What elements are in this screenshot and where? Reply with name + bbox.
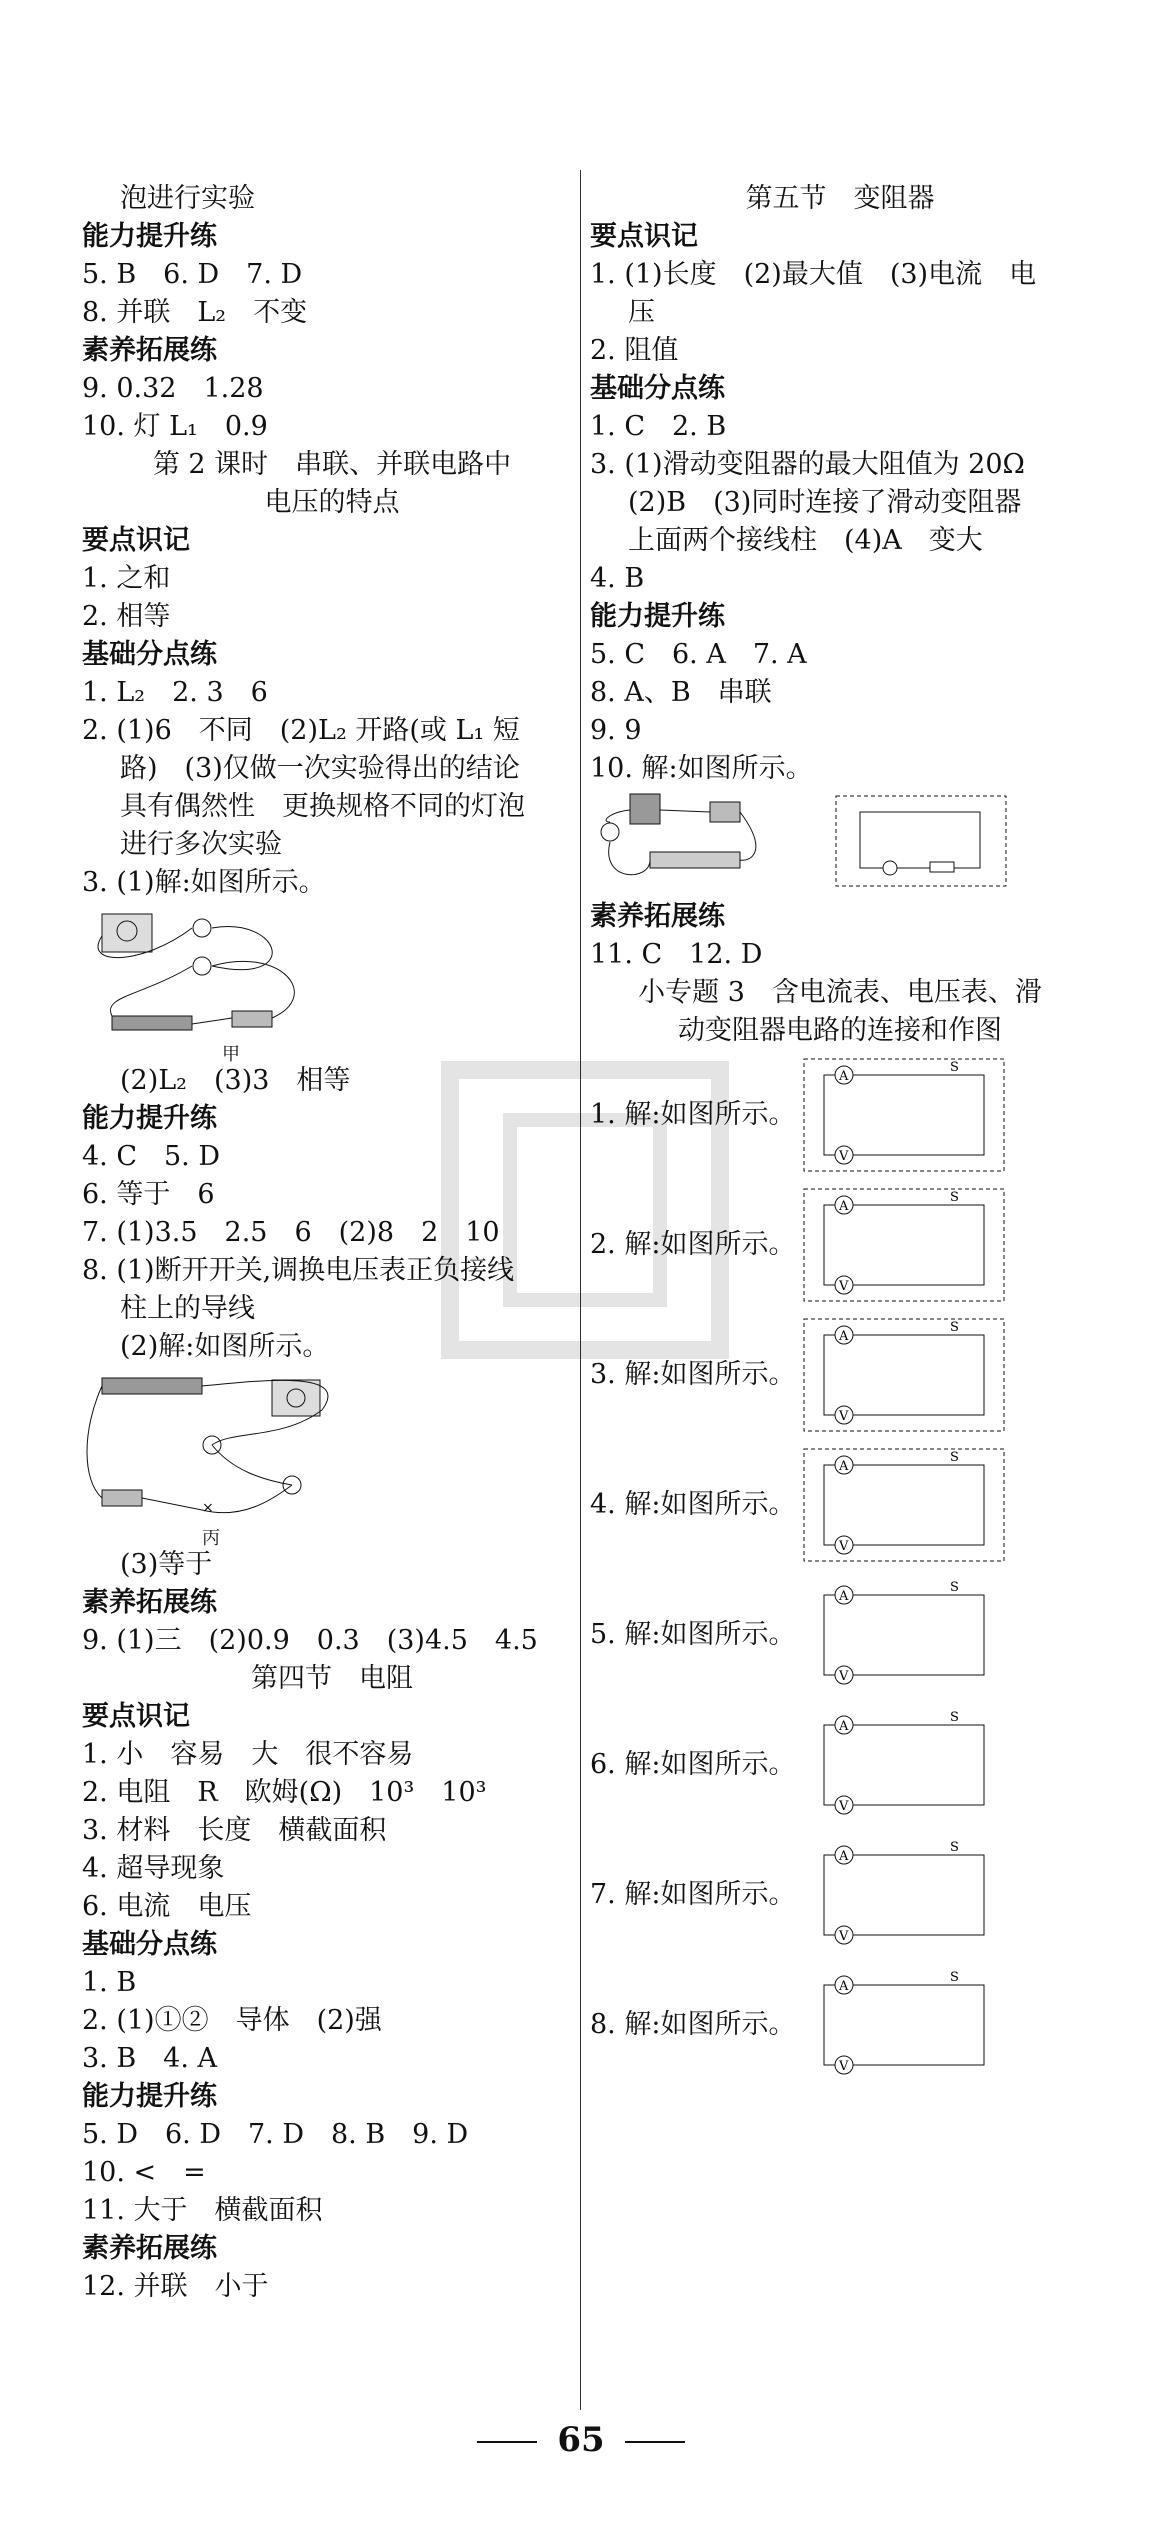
switch-label: S bbox=[950, 1190, 959, 1205]
diagram-frame bbox=[804, 1319, 1004, 1431]
ammeter-symbol-label: A bbox=[839, 1199, 849, 1214]
voltmeter-symbol-label: V bbox=[839, 1669, 849, 1684]
answer-text: 2. 解:如图所示。 bbox=[590, 1229, 796, 1260]
page-number-dash-right bbox=[625, 2441, 685, 2443]
left.lines-line: 电压的特点 bbox=[264, 487, 400, 518]
answer-text: 7. 解:如图所示。 bbox=[590, 1879, 796, 1910]
left.lines2-line: (2)L₂ (3)3 相等 bbox=[120, 1065, 351, 1096]
diagram-frame bbox=[804, 1839, 1004, 1951]
diagram-frame bbox=[804, 1449, 1004, 1561]
answer-circuit-diagram bbox=[800, 1835, 1040, 1955]
left-lines-block bbox=[82, 180, 582, 902]
left.lines3-line: 9. (1)三 (2)0.9 0.3 (3)4.5 4.5 bbox=[82, 1625, 538, 1656]
voltmeter-symbol-label: V bbox=[839, 1799, 849, 1814]
answer-circuit-diagram bbox=[800, 1965, 1040, 2085]
right.lines-line: 第五节 变阻器 bbox=[745, 183, 935, 214]
right.lines-line: 5. C 6. A 7. A bbox=[590, 639, 807, 670]
left.lines-line: 要点识记 bbox=[82, 525, 190, 556]
left.lines-line: 具有偶然性 更换规格不同的灯泡 bbox=[120, 791, 525, 822]
left.lines-line: 5. B 6. D 7. D bbox=[82, 259, 303, 290]
left.lines3-line: 2. (1)①② 导体 (2)强 bbox=[82, 2005, 382, 2036]
left.lines3-line: 4. 超导现象 bbox=[82, 1853, 225, 1884]
circuit-loop bbox=[824, 1465, 984, 1545]
answer-circuit-diagram bbox=[800, 1185, 1040, 1305]
left.lines3-line: 10. < = bbox=[82, 2157, 206, 2188]
left.lines3-line: 12. 并联 小于 bbox=[82, 2271, 269, 2302]
left.lines3-line: 3. B 4. A bbox=[82, 2043, 218, 2074]
voltmeter-symbol-label: V bbox=[839, 1929, 849, 1944]
ammeter-symbol-label: A bbox=[839, 1849, 849, 1864]
circuit-loop bbox=[824, 1595, 984, 1675]
left.lines3-line: 基础分点练 bbox=[82, 1929, 217, 1960]
left.lines2-line: 8. (1)断开开关,调换电压表正负接线 bbox=[82, 1255, 515, 1286]
answer-row bbox=[590, 1700, 1090, 1830]
circuit-loop bbox=[824, 1075, 984, 1155]
left-lines3-block bbox=[82, 1546, 582, 2306]
stamp-watermark bbox=[440, 1060, 730, 1360]
left.lines-line: 10. 灯 L₁ 0.9 bbox=[82, 411, 268, 442]
diagram-frame bbox=[804, 1189, 1004, 1301]
voltmeter-symbol-label: V bbox=[839, 1149, 849, 1164]
figure-q10 bbox=[590, 792, 1090, 892]
left.lines3-line: 3. 材料 长度 横截面积 bbox=[82, 1815, 387, 1846]
answer-row bbox=[590, 1830, 1090, 1960]
answer-circuit-diagram bbox=[800, 1055, 1040, 1175]
answer-row bbox=[590, 1570, 1090, 1700]
right.lines-line: 3. (1)滑动变阻器的最大阻值为 20Ω bbox=[590, 449, 1025, 480]
voltmeter-symbol-label: V bbox=[839, 1539, 849, 1554]
left.lines2-line: 7. (1)3.5 2.5 6 (2)8 2 10 bbox=[82, 1217, 500, 1248]
switch-label: S bbox=[950, 1580, 959, 1595]
left.lines-line: 1. L₂ 2. 3 6 bbox=[82, 677, 268, 708]
ammeter-symbol-label: A bbox=[839, 1329, 849, 1344]
page-number-text: 65 bbox=[557, 2420, 605, 2460]
left.lines3-line: 5. D 6. D 7. D 8. B 9. D bbox=[82, 2119, 469, 2150]
left.lines-line: 进行多次实验 bbox=[120, 829, 282, 860]
left.lines2-line: 柱上的导线 bbox=[120, 1293, 255, 1324]
answer-text: 3. 解:如图所示。 bbox=[590, 1359, 796, 1390]
left.lines-line: 路) (3)仅做一次实验得出的结论 bbox=[120, 753, 520, 784]
left.lines2-line: 4. C 5. D bbox=[82, 1141, 220, 1172]
switch-label: S bbox=[950, 1320, 959, 1335]
diagram-frame bbox=[804, 1969, 1004, 2081]
answer-row bbox=[590, 1960, 1090, 2090]
answer-row bbox=[590, 1440, 1090, 1570]
right.lines-line: 1. (1)长度 (2)最大值 (3)电流 电 bbox=[590, 259, 1037, 290]
switch-label: S bbox=[950, 1710, 959, 1725]
right.lines-line: 4. B bbox=[590, 563, 645, 594]
ammeter-symbol-label: A bbox=[839, 1979, 849, 1994]
left.lines3-line: 2. 电阻 R 欧姆(Ω) 10³ 10³ bbox=[82, 1777, 487, 1808]
switch-label: S bbox=[950, 1060, 959, 1075]
diagram-frame bbox=[804, 1709, 1004, 1821]
right.lines2-line: 11. C 12. D bbox=[590, 939, 763, 970]
voltmeter-symbol-label: V bbox=[839, 1279, 849, 1294]
answer-text: 1. 解:如图所示。 bbox=[590, 1099, 796, 1130]
right.lines2-line: 素养拓展练 bbox=[590, 901, 725, 932]
left.lines3-line: 第四节 电阻 bbox=[251, 1663, 413, 1694]
left.lines-line: 第 2 课时 串联、并联电路中 bbox=[152, 449, 512, 480]
ammeter-symbol-label: A bbox=[839, 1069, 849, 1084]
right.lines2-line: 动变阻器电路的连接和作图 bbox=[678, 1015, 1002, 1046]
left.lines-line: 3. (1)解:如图所示。 bbox=[82, 867, 326, 898]
right.lines-line: (2)B (3)同时连接了滑动变阻器 bbox=[628, 487, 1022, 518]
answer-circuit-diagram bbox=[800, 1705, 1040, 1825]
left.lines3-line: 1. 小 容易 大 很不容易 bbox=[82, 1739, 414, 1770]
answer-text: 6. 解:如图所示。 bbox=[590, 1749, 796, 1780]
answer-circuit-diagram bbox=[800, 1315, 1040, 1435]
left.lines2-line: 6. 等于 6 bbox=[82, 1179, 215, 1210]
left.lines2-line: 能力提升练 bbox=[82, 1103, 217, 1134]
left.lines3-line: 素养拓展练 bbox=[82, 2233, 217, 2264]
diagram-frame bbox=[804, 1579, 1004, 1691]
switch-label: S bbox=[950, 1840, 959, 1855]
right-lines-block bbox=[590, 180, 1090, 788]
page-number-dash-left bbox=[477, 2441, 537, 2443]
voltmeter-symbol-label: V bbox=[839, 1409, 849, 1424]
circuit-q10 bbox=[590, 792, 1010, 892]
left.lines2-line: (2)解:如图所示。 bbox=[120, 1331, 330, 1362]
figure-jia-label: 甲 bbox=[222, 1044, 240, 1065]
circuit-loop bbox=[824, 1855, 984, 1935]
answer-text: 8. 解:如图所示。 bbox=[590, 2009, 796, 2040]
circuit-loop bbox=[824, 1335, 984, 1415]
left.lines3-line: 要点识记 bbox=[82, 1701, 190, 1732]
left.lines-line: 9. 0.32 1.28 bbox=[82, 373, 264, 404]
right-lines2-block bbox=[590, 898, 1090, 1050]
right.lines-line: 9. 9 bbox=[590, 715, 642, 746]
ammeter-symbol-label: A bbox=[839, 1589, 849, 1604]
circuit-loop bbox=[824, 1985, 984, 2065]
left.lines-line: 1. 之和 bbox=[82, 563, 171, 594]
circuit-loop bbox=[824, 1205, 984, 1285]
svg-text:×: × bbox=[202, 1500, 214, 1516]
right.lines-line: 2. 阻值 bbox=[590, 335, 679, 366]
ammeter-symbol-label: A bbox=[839, 1719, 849, 1734]
right.lines-line: 8. A、B 串联 bbox=[590, 677, 772, 708]
left.lines3-line: (3)等于 bbox=[120, 1549, 213, 1580]
answer-circuit-diagram bbox=[800, 1445, 1040, 1565]
left.lines-line: 素养拓展练 bbox=[82, 335, 217, 366]
answer-text: 4. 解:如图所示。 bbox=[590, 1489, 796, 1520]
figure-bing-label: 丙 bbox=[202, 1528, 220, 1549]
circuit-loop bbox=[824, 1725, 984, 1805]
right.lines-line: 压 bbox=[628, 297, 655, 328]
circuit-photo-jia bbox=[82, 906, 382, 1056]
right.lines-line: 1. C 2. B bbox=[590, 411, 727, 442]
voltmeter-symbol-label: V bbox=[839, 2059, 849, 2074]
left.lines-line: 2. (1)6 不同 (2)L₂ 开路(或 L₁ 短 bbox=[82, 715, 520, 746]
left.lines3-line: 1. B bbox=[82, 1967, 137, 1998]
right.lines-line: 能力提升练 bbox=[590, 601, 725, 632]
left.lines-line: 能力提升练 bbox=[82, 221, 217, 252]
switch-label: S bbox=[950, 1450, 959, 1465]
circuit-photo-bing bbox=[82, 1370, 402, 1540]
left.lines3-line: 11. 大于 横截面积 bbox=[82, 2195, 323, 2226]
figure-bing bbox=[82, 1370, 582, 1549]
page-number bbox=[0, 2420, 1162, 2460]
answer-text: 5. 解:如图所示。 bbox=[590, 1619, 796, 1650]
left.lines-line: 2. 相等 bbox=[82, 601, 171, 632]
left.lines-line: 基础分点练 bbox=[82, 639, 217, 670]
right.lines2-line: 小专题 3 含电流表、电压表、滑 bbox=[638, 977, 1042, 1008]
left.lines-line: 泡进行实验 bbox=[120, 183, 255, 214]
answer-circuit-diagram bbox=[800, 1575, 1040, 1695]
ammeter-symbol-label: A bbox=[839, 1459, 849, 1474]
figure-jia bbox=[82, 906, 582, 1065]
left.lines3-line: 6. 电流 电压 bbox=[82, 1891, 252, 1922]
switch-label: S bbox=[950, 1970, 959, 1985]
left.lines3-line: 素养拓展练 bbox=[82, 1587, 217, 1618]
right.lines-line: 10. 解:如图所示。 bbox=[590, 753, 813, 784]
right.lines-line: 要点识记 bbox=[590, 221, 698, 252]
right.lines-line: 基础分点练 bbox=[590, 373, 725, 404]
left.lines-line: 8. 并联 L₂ 不变 bbox=[82, 297, 308, 328]
left.lines3-line: 能力提升练 bbox=[82, 2081, 217, 2112]
diagram-frame bbox=[804, 1059, 1004, 1171]
right.lines-line: 上面两个接线柱 (4)A 变大 bbox=[628, 525, 983, 556]
